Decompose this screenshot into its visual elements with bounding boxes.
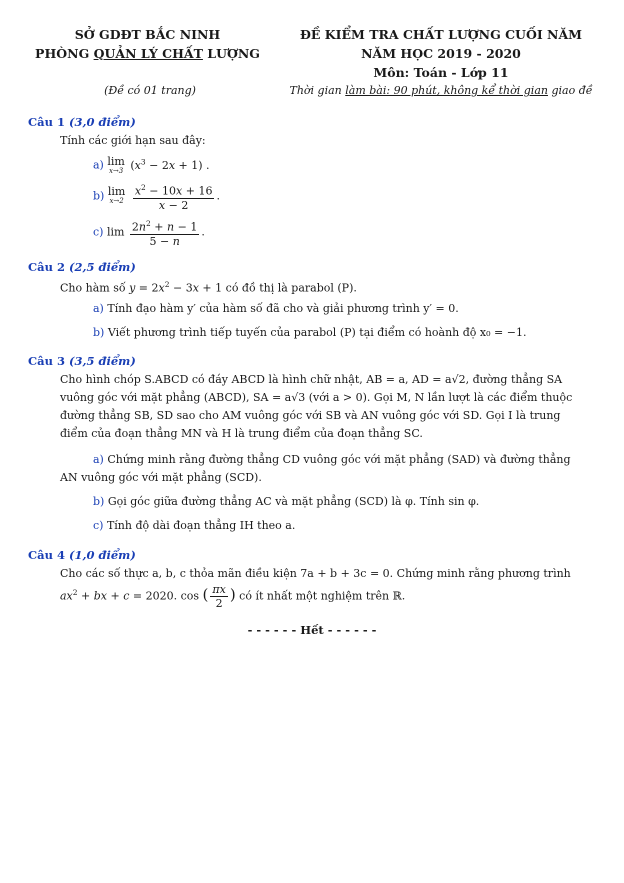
header-left [20, 25, 275, 63]
q3-part-c: c) Tính độ dài đoạn thẳng IH theo a. [93, 519, 296, 532]
q3-line4: điểm của đoạn thẳng MN và H là trung điểm của đoạn thẳng SC. [60, 427, 423, 440]
q1-part-b: b) lim x→2 $\frac{x^2 - 10x + 16}{x - 2}$ . [93, 183, 220, 212]
q2-part-b: b) Viết phương trình tiếp tuyến của parabol (P) tại điểm có hoành độ x₀ = −1. [93, 326, 527, 339]
q3-part-a-cont: AN vuông góc với mặt phẳng (SCD). [60, 471, 262, 484]
exam-title: ĐỀ KIỂM TRA CHẤT LƯỢNG CUỐI NĂM [299, 27, 582, 42]
q3-part-b: b) Gọi góc giữa đường thẳng AC và mặt phẳng (SCD) là φ. Tính sin φ. [93, 495, 480, 508]
q1-title: Câu 1 (3,0 điểm) [28, 115, 136, 129]
school-year: NĂM HỌC 2019 - 2020 [361, 46, 521, 61]
subject: Môn: Toán - Lớp 11 [373, 65, 509, 80]
q4-line1: Cho các số thực a, b, c thỏa mãn điều kiện 7a + b + 3c = 0. Chứng minh rằng phương trình [60, 567, 571, 580]
q2-title: Câu 2 (2,5 điểm) [28, 260, 136, 274]
q3-line2: vuông góc với mặt phẳng (ABCD), SA = a√3 (với a > 0). Gọi M, N lần lượt là các điểm thuộc [60, 391, 573, 404]
header-right [282, 25, 600, 82]
q3-part-a: a) Chứng minh rằng đường thẳng CD vuông góc với mặt phẳng (SAD) và đường thẳng [93, 453, 571, 466]
q3-line3: đường thẳng SB, SD sao cho AM vuông góc với SB và AN vuông góc với SD. Gọi I là trung [60, 409, 561, 422]
page-count-note: (Đề có 01 trang) [104, 84, 196, 97]
end-marker: - - - - - - Hết - - - - - - [247, 623, 377, 637]
q4-title: Câu 4 (1,0 điểm) [28, 548, 136, 562]
office-name: PHÒNG QUẢN LÝ CHẤT LƯỢNG [35, 46, 260, 61]
q3-line1: Cho hình chóp S.ABCD có đáy ABCD là hình chữ nhật, AB = a, AD = a√2, đường thẳng SA [60, 373, 563, 386]
q2-part-a: a) Tính đạo hàm y′ của hàm số đã cho và giải phương trình y′ = 0. [93, 302, 459, 315]
q1-part-a: a) lim x→3 $(x^3 - 2x + 1)$ . [93, 154, 210, 175]
department-name: SỞ GDĐT BẮC NINH [74, 27, 221, 42]
q1-intro: Tính các giới hạn sau đây: [60, 134, 206, 147]
q4-line2: $ax^2$ + bx + c = 2020. cos ( $\frac{\pi x}{2}$ ) có ít nhất một nghiệm trên ℝ. [60, 583, 406, 610]
q2-intro: Cho hàm số $y = 2x^2 - 3x + 1$ có đồ thị là parabol (P). [60, 280, 357, 295]
q3-title: Câu 3 (3,5 điểm) [28, 354, 136, 368]
time-note: Thời gian làm bài: 90 phút, không kể thời gian giao đề [289, 84, 593, 97]
q1-part-c: c) lim $\frac{2n^2 + n - 1}{5 - n}$ . [93, 219, 205, 248]
